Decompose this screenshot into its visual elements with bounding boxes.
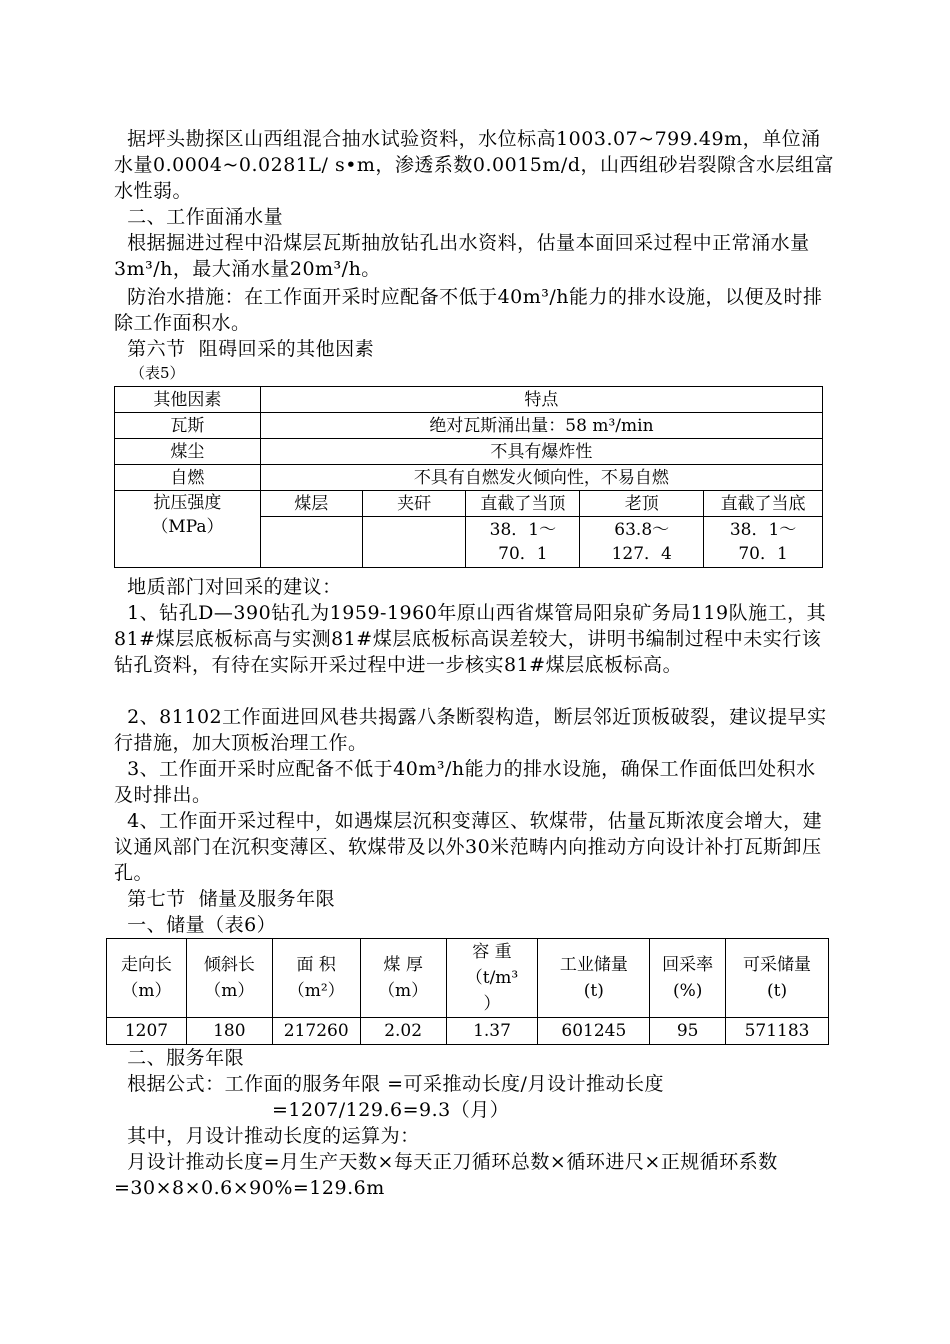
table-row	[115, 439, 823, 465]
paragraph-prevention: 防治水措施：在工作面开采时应配备不低于40m³/h能力的排水设施，以便及时排除工作面积水。	[114, 286, 823, 334]
table-cell: 95	[650, 1018, 726, 1045]
table-cell	[580, 517, 704, 568]
table-row	[115, 413, 823, 439]
header-line: (t)	[766, 981, 788, 1001]
header-line: (%)	[672, 981, 703, 1001]
table-cell: 180	[186, 1018, 272, 1045]
formula-line-2: =1207/129.6=9.3（月）	[272, 1099, 510, 1121]
header-line: 倾斜长	[203, 955, 255, 975]
table-header: 其他因素	[115, 387, 261, 413]
table-cell: 绝对瓦斯涌出量：58 m³/min	[260, 413, 822, 439]
heading-service-life: 二、服务年限	[114, 1047, 245, 1069]
table-cell: 不具有自燃发火倾向性，不易自燃	[260, 465, 822, 491]
header-line: 工业储量	[559, 955, 628, 975]
table-cell: 夹矸	[362, 491, 466, 517]
header-line: 走向长	[120, 955, 172, 975]
table-cell: 217260	[272, 1018, 360, 1045]
table-cell: 不具有爆炸性	[260, 439, 822, 465]
header-line: (t)	[583, 981, 604, 1001]
cell-line: 38．1～	[489, 520, 557, 540]
advice-item-4: 4、工作面开采过程中，如遇煤层沉积变薄区、软煤带，估量瓦斯浓度会增大，建议通风部门在沉积变薄区、软煤带及以外30米范畴内向推动方向设计补打瓦斯卸压孔。	[114, 810, 823, 884]
strength-unit: （MPa）	[151, 517, 224, 537]
header-line: （t/m³	[465, 968, 519, 988]
factors-table	[114, 386, 823, 568]
header-line: 回采率	[662, 955, 714, 975]
header-line: 容 重	[472, 942, 512, 962]
formula-line-1: 根据公式：工作面的服务年限 =可采推动长度/月设计推动长度	[114, 1073, 664, 1095]
header-line: 煤 厚	[383, 955, 423, 975]
table-cell: 1.37	[446, 1018, 538, 1045]
table-header	[107, 939, 187, 1018]
table-cell: 直截了当顶	[466, 491, 580, 517]
table-header	[650, 939, 726, 1018]
table-header: 特点	[260, 387, 822, 413]
table-header	[726, 939, 829, 1018]
cell-line: 127．4	[611, 544, 672, 564]
strength-label: 抗压强度	[153, 493, 222, 513]
table-cell	[704, 517, 823, 568]
table-header	[538, 939, 650, 1018]
table-cell	[260, 517, 362, 568]
header-line: ）	[483, 994, 501, 1014]
cell-line: 63.8～	[614, 520, 670, 540]
formula-line-3: 其中，月设计推动长度的运算为：	[114, 1125, 420, 1147]
table-row	[115, 491, 823, 517]
table-cell: 煤层	[260, 491, 362, 517]
advice-item-1: 1、钻孔D—390钻孔为1959-1960年原山西省煤管局阳泉矿务局119队施工，其81#煤层底板标高与实测81#煤层底板标高误差较大，讲明书编制过程中未实行该钻孔资料，有待在实际开采过程中进一步核实81#煤层底板标高。	[114, 602, 827, 676]
header-line: （m）	[378, 981, 429, 1001]
table-cell	[115, 491, 261, 568]
heading-section-7: 第七节 储量及服务年限	[114, 888, 336, 910]
table-header	[272, 939, 360, 1018]
cell-line: 70．1	[738, 544, 788, 564]
formula-line-4: 月设计推动长度=月生产天数×每天正刀循环总数×循环进尺×正规循环系数=30×8×0.6×90%=129.6m	[114, 1151, 778, 1199]
table-row	[107, 939, 829, 1018]
header-line: 可采储量	[743, 955, 812, 975]
table-cell: 煤尘	[115, 439, 261, 465]
table-cell: 2.02	[360, 1018, 446, 1045]
table-header	[446, 939, 538, 1018]
table-cell: 直截了当底	[704, 491, 823, 517]
paragraph-inflow: 根据掘进过程中沿煤层瓦斯抽放钻孔出水资料，估量本面回采过程中正常涌水量3m³/h，最大涌水量20m³/h。	[114, 232, 810, 280]
table-cell: 瓦斯	[115, 413, 261, 439]
cell-line: 70．1	[498, 544, 548, 564]
table-header	[186, 939, 272, 1018]
cell-line: 38．1～	[729, 520, 797, 540]
table-row	[107, 1018, 829, 1045]
table-cell: 自燃	[115, 465, 261, 491]
heading-water-inflow: 二、工作面涌水量	[114, 206, 284, 228]
table5-caption: （表5）	[130, 364, 185, 382]
paragraph-hydro: 据坪头勘探区山西组混合抽水试验资料，水位标高1003.07~799.49m，单位涌水量0.0004~0.0281L/ s•m，渗透系数0.0015m/d，山西组砂岩裂隙含水层组富水性弱。	[114, 128, 834, 202]
table-cell: 老顶	[580, 491, 704, 517]
table-cell	[362, 517, 466, 568]
table-cell: 1207	[107, 1018, 187, 1045]
header-line: （m）	[121, 981, 172, 1001]
header-line: （m）	[204, 981, 255, 1001]
heading-reserves: 一、储量（表6）	[114, 914, 277, 936]
advice-item-2: 2、81102工作面进回风巷共揭露八条断裂构造，断层邻近顶板破裂，建议提早实行措施，加大顶板治理工作。	[114, 706, 827, 754]
header-line: （m²）	[287, 981, 345, 1001]
reserves-table	[106, 938, 829, 1045]
table-row	[115, 387, 823, 413]
table-cell	[466, 517, 580, 568]
header-line: 面 积	[296, 955, 336, 975]
table-cell: 601245	[538, 1018, 650, 1045]
advice-item-3: 3、工作面开采时应配备不低于40m³/h能力的排水设施，确保工作面低凹处积水及时排出。	[114, 758, 816, 806]
heading-section-6: 第六节 阻碍回采的其他因素	[114, 338, 375, 360]
heading-advice: 地质部门对回采的建议：	[114, 576, 342, 598]
table-cell: 571183	[726, 1018, 829, 1045]
table-row	[115, 465, 823, 491]
table-header	[360, 939, 446, 1018]
